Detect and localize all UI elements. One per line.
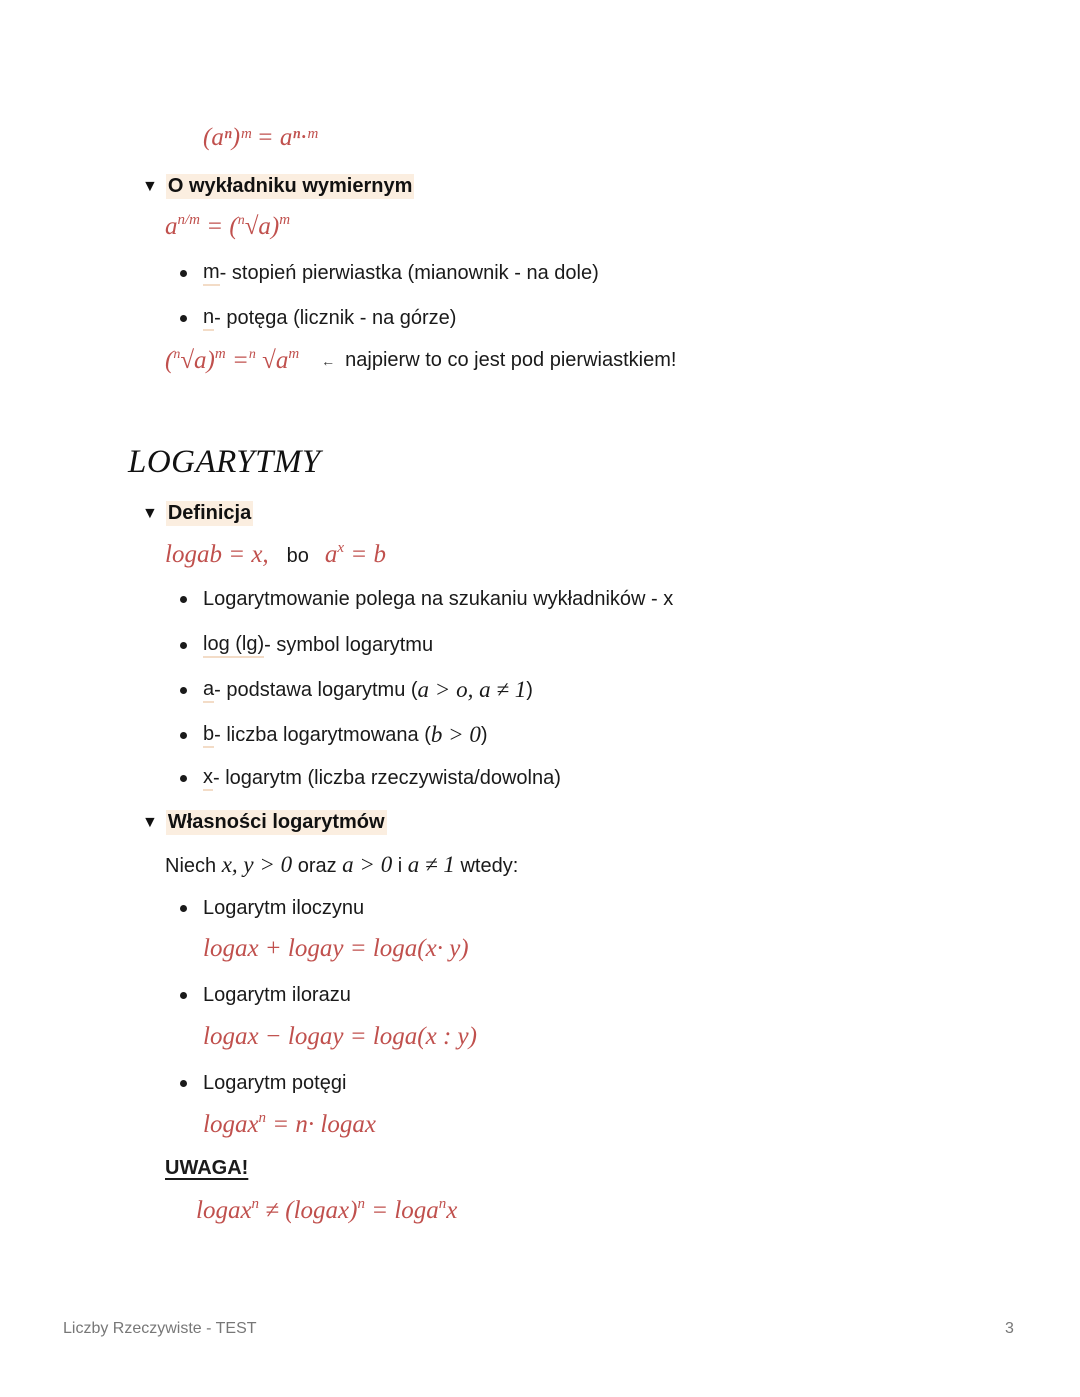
section-toggle-rational-exponent[interactable] [142,174,414,199]
root-note-formula: $(^n√a)^m =^n$ $√a^m$ [165,346,300,374]
product-formula: logax + logay = loga(x· y) [203,935,469,962]
warning-formula: logax$^n$ ≠ (logax)$^n$ = loga$^n$x [196,1196,458,1224]
bullet-icon [180,905,187,912]
heading-rational-exponent: O wykładniku wymiernym [167,175,413,197]
definition-rhs: $a^x = b$ [324,540,386,568]
bullet-icon [180,1080,187,1087]
heading-definition: Definicja [167,502,252,524]
quotient-formula: logax − logay = loga(x : y) [203,1023,477,1050]
triangle-down-icon[interactable]: ▼ [142,177,158,195]
triangle-down-icon[interactable]: ▼ [142,504,158,522]
bullet-icon [180,315,187,322]
bullet-icon [180,642,187,649]
page-title: LOGARYTMY [128,444,321,480]
root-note-row [165,346,676,375]
list-item: m - stopień pierwiastka (mianownik - na dole) [178,261,599,286]
list-item: Logarytm potęgi [178,1072,346,1095]
list-item: Logarytm ilorazu [178,984,351,1007]
list-item: x - logarytm (liczba rzeczywista/dowolna) [178,766,561,791]
rational-exponent-formula: $a^{n/m} = (^n√a)^m$ [165,212,291,240]
section-toggle-definition[interactable] [142,501,253,526]
list-item: Logarytm iloczynu [178,897,364,920]
warning-label: UWAGA! [165,1157,249,1179]
bullet-icon [180,732,187,739]
bullet-icon [180,775,187,782]
list-item: a - podstawa logarytmu ( a > o, a ≠ 1 ) [178,677,533,703]
bullet-icon [180,596,187,603]
list-item: b - liczba logarytmowana ( b > 0 ) [178,722,488,748]
left-arrow-icon: ← [321,352,336,369]
properties-condition: Niech x, y > 0 oraz a > 0 i a ≠ 1 wtedy: [165,852,519,877]
list-item: log (lg) - symbol logarytmu [178,633,433,658]
bullet-icon [180,992,187,999]
list-item: Logarytmowanie polega na szukaniu wykładników - x [178,588,673,611]
footer-title: Liczby Rzeczywiste - TEST [63,1320,257,1337]
triangle-down-icon[interactable]: ▼ [142,813,158,831]
bullet-icon [180,270,187,277]
root-note-text: najpierw to co jest pod pierwiastkiem! [345,349,677,371]
definition-row [165,540,386,569]
definition-lhs: logab = x, [165,541,269,568]
power-formula: logax$^n$ = n· logax [203,1110,376,1138]
page-number: 3 [1005,1320,1014,1337]
list-item: n - potęga (licznik - na górze) [178,306,456,331]
heading-properties: Własności logarytmów [167,811,385,833]
section-toggle-properties[interactable] [142,810,387,835]
power-rule-formula: (aⁿ)ᵐ = aⁿ·ᵐ [203,124,317,151]
bullet-icon [180,687,187,694]
definition-connector: bo [286,545,309,567]
